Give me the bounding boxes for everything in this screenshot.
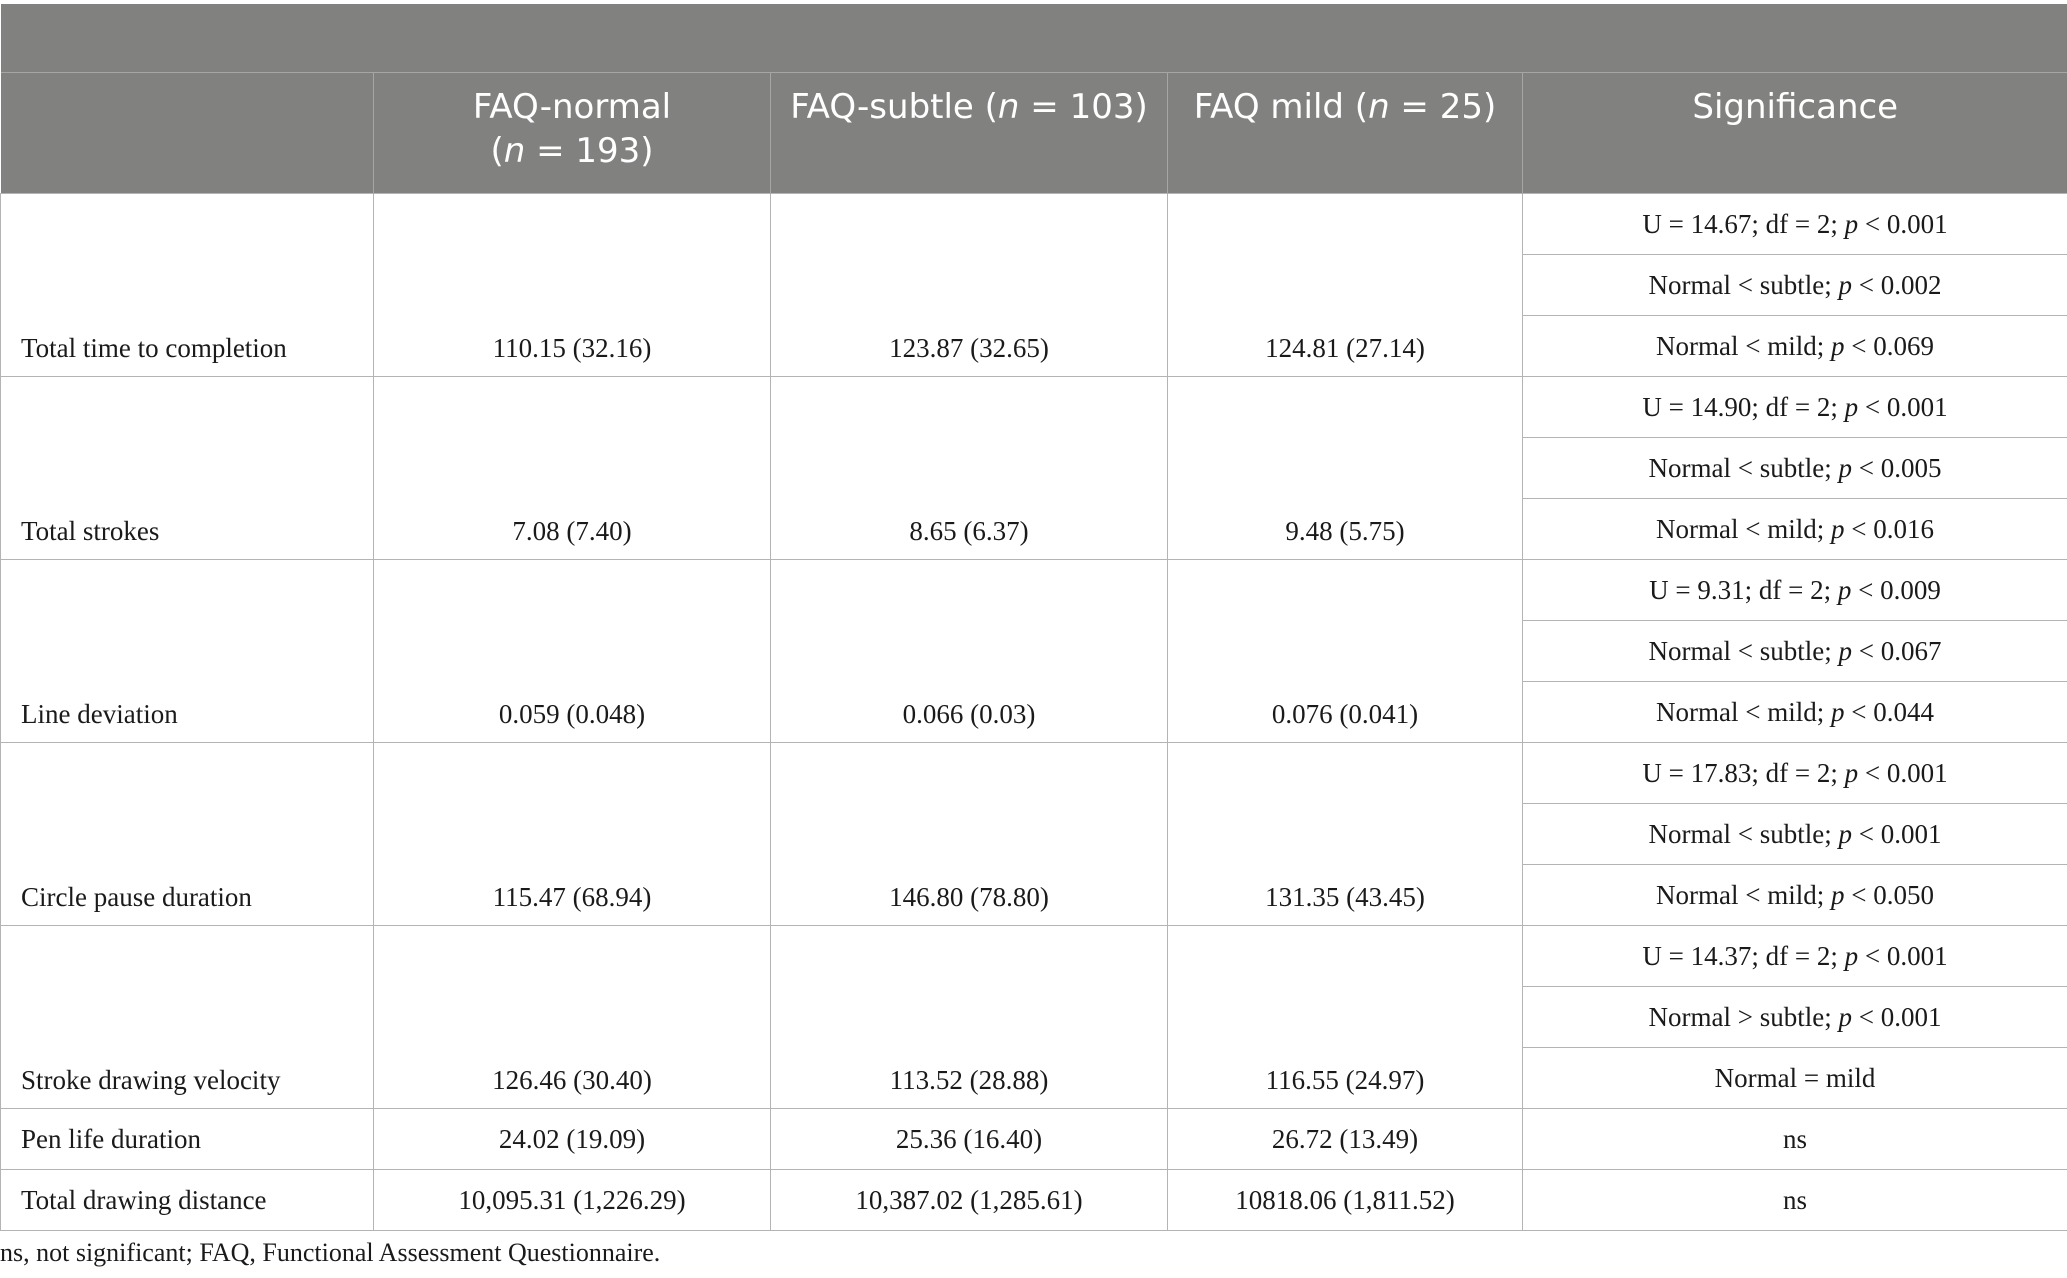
- faq-normal-value: 0.059 (0.048): [374, 560, 771, 743]
- faq-subtle-value: 8.65 (6.37): [771, 377, 1168, 560]
- significance-threshold: < 0.067: [1851, 635, 1942, 666]
- faq-mild-value: 131.35 (43.45): [1168, 743, 1523, 926]
- significance-threshold: < 0.005: [1851, 452, 1942, 483]
- table-row: [1, 194, 2067, 255]
- header-faq-normal: FAQ-normal (n = 193): [374, 73, 771, 194]
- significance-value: [1523, 804, 2067, 865]
- header-faq-subtle-pre: FAQ-subtle (: [790, 87, 998, 127]
- significance-text: Normal < subtle;: [1648, 452, 1839, 483]
- table-row: [1, 1170, 2067, 1231]
- faq-mild-value: 124.81 (27.14): [1168, 194, 1523, 377]
- faq-subtle-value: 113.52 (28.88): [771, 926, 1168, 1109]
- row-label: Pen life duration: [1, 1109, 374, 1170]
- header-row: [1, 73, 2067, 194]
- significance-text: Normal < subtle;: [1648, 269, 1839, 300]
- significance-threshold: < 0.001: [1858, 208, 1948, 239]
- significance-text: Normal < mild;: [1656, 330, 1831, 361]
- significance-text: U = 14.67; df = 2;: [1642, 208, 1845, 239]
- significance-threshold: < 0.001: [1858, 940, 1948, 971]
- p-symbol: p: [1830, 696, 1845, 727]
- significance-text: Normal < mild;: [1656, 696, 1831, 727]
- significance-value: ns: [1523, 1109, 2067, 1170]
- header-faq-subtle-n: n: [997, 87, 1020, 127]
- header-faq-subtle: [771, 73, 1168, 194]
- significance-text: U = 14.90; df = 2;: [1642, 391, 1845, 422]
- significance-value: [1523, 865, 2067, 926]
- title-band-cell: [1, 4, 2067, 73]
- faq-normal-value: 110.15 (32.16): [374, 194, 771, 377]
- header-faq-normal-line1: FAQ-normal: [472, 87, 672, 127]
- p-symbol: p: [1844, 757, 1859, 788]
- significance-text: U = 14.37; df = 2;: [1642, 940, 1845, 971]
- faq-normal-value: 126.46 (30.40): [374, 926, 771, 1109]
- significance-value: [1523, 438, 2067, 499]
- faq-normal-value: 10,095.31 (1,226.29): [374, 1170, 771, 1231]
- significance-value: [1523, 377, 2067, 438]
- significance-value: [1523, 621, 2067, 682]
- faq-mild-value: 9.48 (5.75): [1168, 377, 1523, 560]
- header-faq-normal-n: n: [503, 131, 526, 171]
- table-footnote: ns, not significant; FAQ, Functional Assessment Questionnaire.: [0, 1238, 661, 1267]
- significance-value: [1523, 743, 2067, 804]
- significance-value: [1523, 926, 2067, 987]
- faq-mild-value: 116.55 (24.97): [1168, 926, 1523, 1109]
- header-faq-mild: [1168, 73, 1523, 194]
- row-label: Total time to completion: [1, 194, 374, 377]
- row-label: Total strokes: [1, 377, 374, 560]
- faq-normal-value: 115.47 (68.94): [374, 743, 771, 926]
- p-symbol: p: [1838, 269, 1852, 300]
- faq-subtle-value: 146.80 (78.80): [771, 743, 1168, 926]
- significance-threshold: < 0.050: [1844, 879, 1934, 910]
- header-faq-mild-pre: FAQ mild (: [1193, 87, 1369, 127]
- p-symbol: p: [1838, 635, 1852, 666]
- p-symbol: p: [1837, 574, 1852, 605]
- row-label: Total drawing distance: [1, 1170, 374, 1231]
- p-symbol: p: [1838, 452, 1852, 483]
- significance-text: Normal = mild: [1714, 1062, 1876, 1093]
- significance-threshold: < 0.044: [1844, 696, 1934, 727]
- significance-value: [1523, 560, 2067, 621]
- significance-value: [1523, 255, 2067, 316]
- faq-mild-value: 0.076 (0.041): [1168, 560, 1523, 743]
- faq-subtle-value: 10,387.02 (1,285.61): [771, 1170, 1168, 1231]
- significance-text: Normal < mild;: [1656, 513, 1831, 544]
- significance-text: U = 17.83; df = 2;: [1642, 757, 1845, 788]
- faq-subtle-value: 25.36 (16.40): [771, 1109, 1168, 1170]
- p-symbol: p: [1830, 330, 1845, 361]
- header-faq-mild-count: = 25): [1389, 87, 1497, 127]
- significance-threshold: < 0.001: [1851, 818, 1942, 849]
- significance-threshold: < 0.069: [1844, 330, 1934, 361]
- significance-value: [1523, 499, 2067, 560]
- significance-text: Normal < subtle;: [1648, 635, 1839, 666]
- significance-threshold: < 0.009: [1851, 574, 1941, 605]
- header-significance: Significance: [1523, 73, 2067, 194]
- significance-value: [1523, 987, 2067, 1048]
- significance-threshold: < 0.002: [1851, 269, 1942, 300]
- p-symbol: p: [1838, 818, 1852, 849]
- significance-threshold: < 0.001: [1858, 757, 1948, 788]
- faq-normal-value: 24.02 (19.09): [374, 1109, 771, 1170]
- significance-text: Normal < mild;: [1656, 879, 1831, 910]
- significance-threshold: < 0.001: [1851, 1001, 1942, 1032]
- row-label: Line deviation: [1, 560, 374, 743]
- significance-text: U = 9.31; df = 2;: [1649, 574, 1838, 605]
- significance-value: [1523, 316, 2067, 377]
- significance-value: [1523, 1048, 2067, 1109]
- table-body: [1, 194, 2067, 1231]
- p-symbol: p: [1844, 208, 1859, 239]
- significance-threshold: < 0.016: [1844, 513, 1934, 544]
- row-label: Circle pause duration: [1, 743, 374, 926]
- significance-text: Normal > subtle;: [1648, 1001, 1839, 1032]
- p-symbol: p: [1838, 1001, 1852, 1032]
- table-row: [1, 1109, 2067, 1170]
- faq-subtle-value: 0.066 (0.03): [771, 560, 1168, 743]
- p-symbol: p: [1844, 940, 1859, 971]
- header-faq-mild-n: n: [1368, 87, 1390, 127]
- p-symbol: p: [1830, 513, 1845, 544]
- table-row: [1, 926, 2067, 987]
- table-title-band: [1, 4, 2067, 73]
- row-label: Stroke drawing velocity: [1, 926, 374, 1109]
- table-row: [1, 560, 2067, 621]
- significance-value: [1523, 682, 2067, 743]
- header-faq-subtle-count: = 103): [1019, 87, 1148, 127]
- table-row: [1, 743, 2067, 804]
- significance-threshold: < 0.001: [1858, 391, 1948, 422]
- p-symbol: p: [1844, 391, 1859, 422]
- results-table-container: [0, 4, 2067, 1231]
- header-empty-cell: [1, 73, 374, 194]
- significance-value: ns: [1523, 1170, 2067, 1231]
- p-symbol: p: [1830, 879, 1845, 910]
- table-row: [1, 377, 2067, 438]
- significance-value: [1523, 194, 2067, 255]
- header-faq-normal-count: = 193): [525, 131, 654, 171]
- faq-mild-value: 26.72 (13.49): [1168, 1109, 1523, 1170]
- faq-mild-value: 10818.06 (1,811.52): [1168, 1170, 1523, 1231]
- faq-subtle-value: 123.87 (32.65): [771, 194, 1168, 377]
- results-table: [0, 4, 2067, 1231]
- significance-text: Normal < subtle;: [1648, 818, 1839, 849]
- faq-normal-value: 7.08 (7.40): [374, 377, 771, 560]
